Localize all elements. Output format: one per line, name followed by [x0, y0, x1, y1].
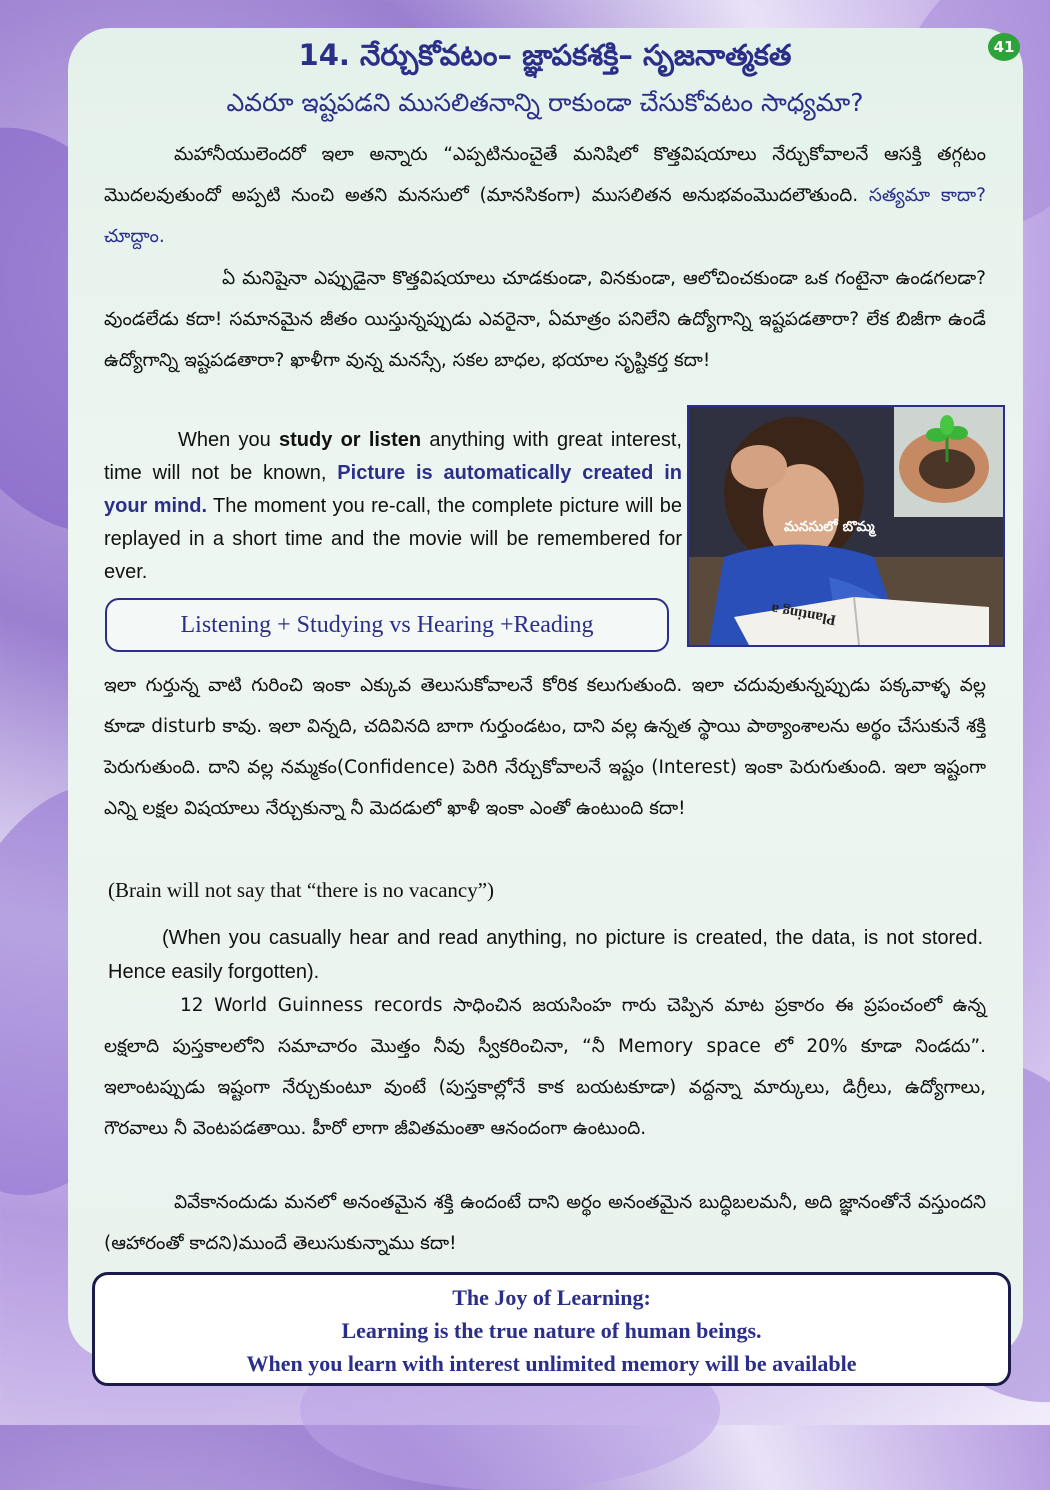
joy-of-learning-box: [92, 1272, 1011, 1386]
paragraph-2: ఏ మనిషైనా ఎప్పుడైనా కొత్తవిషయాలు చూడకుండా, వినకుండా, ఆలోచించకుండా ఒక గంటైనా ఉండగలడా? వుండలేడు కదా! సమానమైన జీతం యిస్తున్నప్పుడు ఎవరైనా, ఏమాత్రం పనిలేని ఉద్యోగాన్ని ఇష్టపడతారా? లేక బిజీగా ఉండే ఉద్యోగాన్ని ఇష్టపడతారా? ఖాళీగా వున్న మనస్సే, సకల బాధల, భయాల సృష్టికర్త కదా!: [104, 268, 986, 371]
footer-line-3: When you learn with interest unlimited memory will be available: [246, 1351, 857, 1376]
page-number-badge: 41: [988, 33, 1020, 61]
paragraph-1: [104, 134, 986, 257]
paragraph-3: ఇలా గుర్తున్న వాటి గురించి ఇంకా ఎక్కువ తెలుసుకోవాలనే కోరిక కలుగుతుంది. ఇలా చదువుతున్నప్పుడు పక్కవాళ్ళ వల్ల కూడా disturb కావు. ఇలా విన్నది, చదివినది బాగా గుర్తుండటం, దాని వల్ల ఉన్నత స్థాయి పాఠ్యాంశాలను అర్థం చేసుకునే శక్తి పెరుగుతుంది. దాని వల్ల నమ్మకం(Confidence) పెరిగి నేర్చుకోవాలనే ఇష్టం (Interest) ఇంకా పెరుగుతుంది. ఇలా ఇష్టంగా ఎన్ని లక్షల విషయాలు నేర్చుకున్నా నీ మెదడులో ఖాళీ ఇంకా ఎంతో ఉంటుంది కదా!: [104, 675, 986, 819]
casual-line: (When you casually hear and read anything, no picture is created, the data, is not stored. Hence easily forgotten).: [108, 927, 983, 983]
brain-line: (Brain will not say that “there is no vacancy”): [108, 878, 495, 902]
english-text-c: anything with great interest, time will not be known,: [104, 429, 682, 484]
footer-line-2: Learning is the true nature of human beings.: [341, 1318, 762, 1343]
image-caption: మనసులో బొమ్మ: [784, 519, 875, 535]
english-text-bold: study or listen: [279, 429, 422, 451]
page-subtitle: ఎవరూ ఇష్టపడని ముసలితనాన్ని రాకుండా చేసుకోవటం సాధ్యమా?: [226, 88, 864, 117]
listening-vs-hearing-label: Listening + Studying vs Hearing +Reading: [105, 598, 669, 652]
footer-line-1: The Joy of Learning:: [452, 1285, 651, 1310]
english-paragraph: [104, 424, 682, 589]
paragraph-1-highlight: సత్యమా కాదా? చూద్దాం.: [104, 185, 986, 247]
book-text: Planting a: [770, 600, 838, 628]
english-text-e: The moment you re-call, the complete picture will be replayed in a short time and the movie will be remembered for ever.: [104, 495, 682, 583]
student-reading-photo: [687, 405, 1005, 647]
english-text-a: When you: [178, 429, 279, 451]
english-text-highlight: Picture is automatically created in your mind.: [104, 462, 682, 517]
page-title: 14. నేర్చుకోవటం– జ్ఞాపకశక్తి– సృజనాత్మకత: [298, 38, 792, 72]
paragraph-5: వివేకానందుడు మనలో అనంతమైన శక్తి ఉందంటే దాని అర్థం అనంతమైన బుద్ధిబలమనీ, అది జ్ఞానంతోనే వస్తుందని (ఆహారంతో కాదని)ముందే తెలుసుకున్నాము కదా!: [104, 1192, 986, 1254]
paragraph-4: 12 World Guinness records సాధించిన జయసింహ గారు చెప్పిన మాట ప్రకారం ఈ ప్రపంచంలో ఉన్న లక్షలాది పుస్తకాలలోని సమాచారం మొత్తం నీవు స్వీకరించినా, “నీ Memory space లో 20% కూడా నిండదు”. ఇలాంటప్పుడు ఇష్టంగా నేర్చుకుంటూ వుంటే (పుస్తకాల్లోనే కాక బయటకూడా) వద్దన్నా మార్కులు, డిగ్రీలు, ఉద్యోగాలు, గౌరవాలు నీ వెంటపడతాయి. హీరో లాగా జీవితమంతా ఆనందంగా ఉంటుంది.: [104, 995, 986, 1139]
paragraph-1-text: మహానీయులెందరో ఇలా అన్నారు “ఎప్పటినుంచైతే మనిషిలో కొత్తవిషయాలు నేర్చుకోవాలనే ఆసక్తి తగ్గటం మొదలవుతుందో అప్పటి నుంచి అతని మనసులో (మానసికంగా) ముసలితన అనుభవంమొదలౌతుంది.: [104, 144, 986, 206]
